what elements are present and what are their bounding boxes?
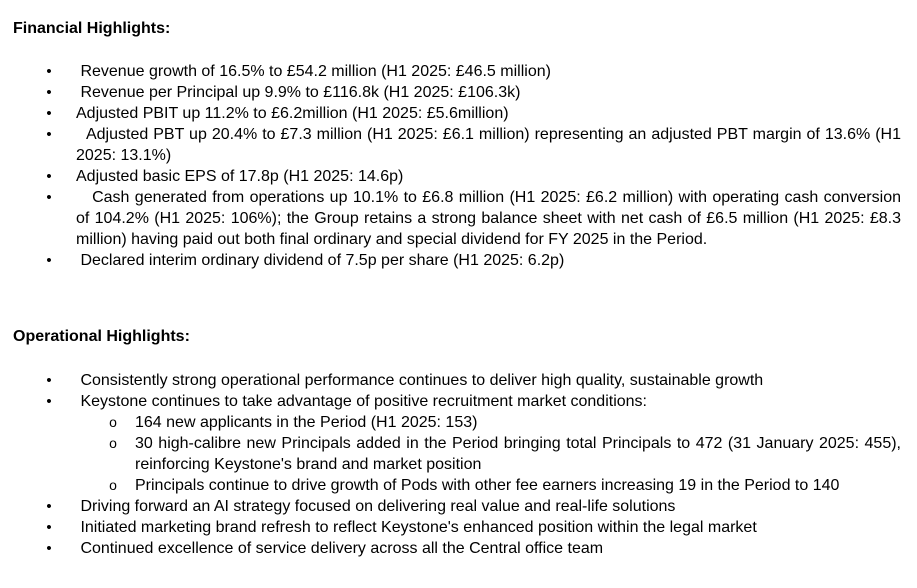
list-item-text: Revenue per Principal up 9.9% to £116.8k (H1 2025: £106.3k) <box>76 84 521 101</box>
circle-bullet-icon: o <box>109 414 117 430</box>
bullet-icon: • <box>46 126 52 143</box>
list-item <box>0 61 917 82</box>
list-item-text: Driving forward an AI strategy focused on delivering real value and real-life solutions <box>76 498 676 515</box>
bullet-icon: • <box>46 168 52 185</box>
bullet-icon: • <box>46 252 52 269</box>
bullet-icon: • <box>46 372 52 389</box>
sub-list-item <box>76 433 901 475</box>
sub-list-item-text: 30 high-calibre new Principals added in the Period bringing total Principals to 472 (31 January 2025: 455), reinforcing Keystone's brand and market position <box>135 435 901 473</box>
bullet-icon: • <box>46 189 52 206</box>
list-item <box>0 166 917 187</box>
recruitment-sub-list <box>76 412 901 496</box>
list-item <box>0 103 917 124</box>
list-item <box>0 517 917 538</box>
list-item-text: Keystone continues to take advantage of positive recruitment market conditions: <box>76 393 647 410</box>
sub-list-item <box>76 475 901 496</box>
list-item <box>0 187 917 250</box>
list-item <box>0 391 917 496</box>
list-item-text: Revenue growth of 16.5% to £54.2 million (H1 2025: £46.5 million) <box>76 63 551 80</box>
sub-list-item-text: Principals continue to drive growth of Pods with other fee earners increasing 19 in the Period to 140 <box>135 477 840 494</box>
list-item <box>0 250 917 271</box>
bullet-icon: • <box>46 540 52 557</box>
list-item <box>0 124 917 166</box>
list-item-text: Initiated marketing brand refresh to reflect Keystone's enhanced position within the legal market <box>76 519 757 536</box>
list-item <box>0 496 917 517</box>
list-item-text: Adjusted PBIT up 11.2% to £6.2million (H1 2025: £5.6million) <box>76 105 509 122</box>
bullet-icon: • <box>46 393 52 410</box>
financial-highlights-heading: Financial Highlights: <box>13 20 171 37</box>
list-item-text: Adjusted PBT up 20.4% to £7.3 million (H1 2025: £6.1 million) representing an adjusted PBT margin of 13.6% (H1 2025: 13.1%) <box>76 126 906 164</box>
list-item-text: Declared interim ordinary dividend of 7.5p per share (H1 2025: 6.2p) <box>76 252 565 269</box>
list-item-text: Adjusted basic EPS of 17.8p (H1 2025: 14.6p) <box>76 168 404 185</box>
operational-highlights-list <box>0 370 917 559</box>
bullet-icon: • <box>46 105 52 122</box>
circle-bullet-icon: o <box>109 477 117 493</box>
list-item <box>0 370 917 391</box>
bullet-icon: • <box>46 84 52 101</box>
operational-highlights-heading: Operational Highlights: <box>13 328 190 345</box>
financial-highlights-list <box>0 61 917 271</box>
list-item-text: Consistently strong operational performance continues to deliver high quality, sustainable growth <box>76 372 764 389</box>
sub-list-item <box>76 412 901 433</box>
list-item-text: Continued excellence of service delivery across all the Central office team <box>76 540 604 557</box>
list-item <box>0 82 917 103</box>
sub-list-item-text: 164 new applicants in the Period (H1 2025: 153) <box>135 414 478 431</box>
list-item-text: Cash generated from operations up 10.1% to £6.8 million (H1 2025: £6.2 million) with operating cash conversion of 104.2% (H1 2025: 106%); the Group retains a strong balance sheet with net cash of £6.5 million (H1 2025: £8.3 million) having paid out both final ordinary and special dividend for FY 2025 in the Period. <box>76 189 906 248</box>
bullet-icon: • <box>46 498 52 515</box>
bullet-icon: • <box>46 519 52 536</box>
circle-bullet-icon: o <box>109 435 117 451</box>
list-item <box>0 538 917 559</box>
bullet-icon: • <box>46 63 52 80</box>
